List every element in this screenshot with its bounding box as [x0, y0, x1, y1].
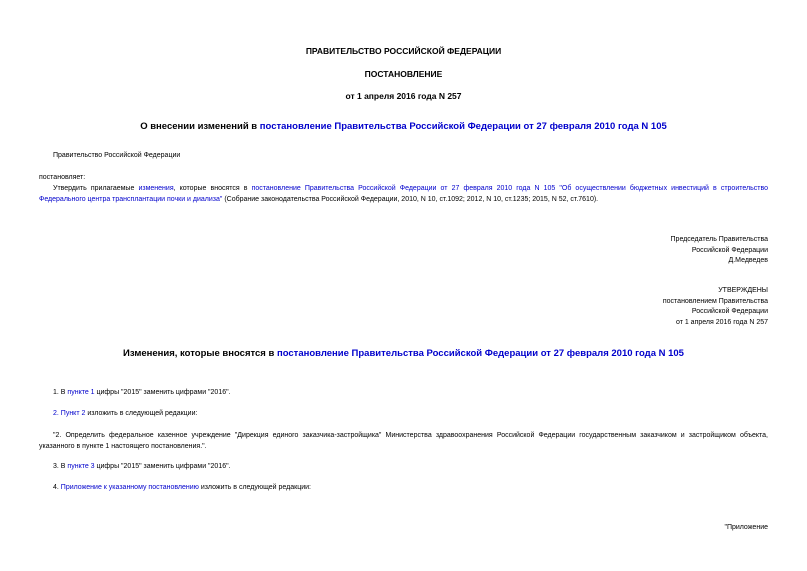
title-prefix: О внесении изменений в — [140, 121, 260, 132]
item-3 — [53, 461, 231, 473]
intro-text-b: , которые вносятся в — [173, 185, 252, 192]
item-3-text-b: цифры "2015" заменить цифрами "2016". — [94, 463, 231, 470]
approved-block — [663, 286, 768, 328]
intro-text-c: (Собрание законодательства Российской Федерации, 2010, N 10, ст.1092; 2012, N 10, ст.1235; 2015, N 52, ст.7610). — [222, 196, 599, 203]
item-1 — [53, 387, 231, 399]
intro-paragraph — [39, 183, 768, 205]
intro-government: Правительство Российской Федерации — [53, 152, 181, 159]
item-4-text-b: изложить в следующей редакции: — [198, 484, 311, 491]
changes-title — [0, 348, 807, 359]
item-3-link[interactable]: пункте 3 — [67, 463, 95, 470]
changes-link[interactable]: изменения — [138, 185, 174, 192]
header-government: ПРАВИТЕЛЬСТВО РОССИЙСКОЙ ФЕДЕРАЦИИ — [305, 46, 502, 56]
item-4 — [53, 482, 311, 494]
header-date: от 1 апреля 2016 года N 257 — [345, 91, 462, 101]
header-resolution: ПОСТАНОВЛЕНИЕ — [364, 69, 443, 79]
intro-resolves: постановляет: — [39, 174, 86, 181]
item-4-text-a: 4. — [53, 484, 61, 491]
approved-country: Российской Федерации — [691, 308, 768, 315]
document-title — [0, 121, 807, 132]
item-1-link[interactable]: пункте 1 — [67, 389, 95, 396]
title-link[interactable]: постановление Правительства Российской Федерации от 27 февраля 2010 года N 105 — [259, 121, 667, 132]
signature-title: Председатель Правительства — [670, 236, 768, 243]
item-3-text-a: 3. В — [53, 463, 68, 470]
item-2-quote: "2. Определить федеральное казенное учреждение "Дирекция единого заказчика-застройщика" Министерства здравоохранения Российской Федерации государственным заказчиком и застройщиком объекта, указанного в пункте 1 настоящего постановления.". — [39, 432, 768, 450]
item-4-link[interactable]: Приложение к указанному постановлению — [60, 484, 199, 491]
item-2 — [53, 408, 197, 420]
signature-name: Д.Медведев — [728, 257, 768, 264]
item-2-link[interactable]: 2. Пункт 2 — [53, 410, 86, 417]
changes-title-prefix: Изменения, которые вносятся в — [123, 348, 277, 359]
changes-title-link[interactable]: постановление Правительства Российской Федерации от 27 февраля 2010 года N 105 — [276, 348, 684, 359]
resolution-105-link[interactable]: постановление Правительства Российской Федерации от 27 февраля 2010 года N 105 "Об осуществлении бюджетных инвестиций в строительство Федерального центра трансплантации почки и диализа" — [39, 185, 768, 203]
item-1-text-a: 1. В — [53, 389, 68, 396]
appendix-label: "Приложение — [724, 524, 768, 531]
approved-by: постановлением Правительства — [662, 297, 768, 305]
signature-block — [671, 235, 768, 267]
approved-date: от 1 апреля 2016 года N 257 — [675, 318, 768, 326]
item-2-text: изложить в следующей редакции: — [85, 410, 198, 417]
approved-label: УТВЕРЖДЕНЫ — [718, 287, 768, 294]
signature-country: Российской Федерации — [691, 246, 768, 254]
intro-text-a: Утвердить прилагаемые — [53, 185, 139, 192]
item-1-text-b: цифры "2015" заменить цифрами "2016". — [94, 389, 231, 396]
